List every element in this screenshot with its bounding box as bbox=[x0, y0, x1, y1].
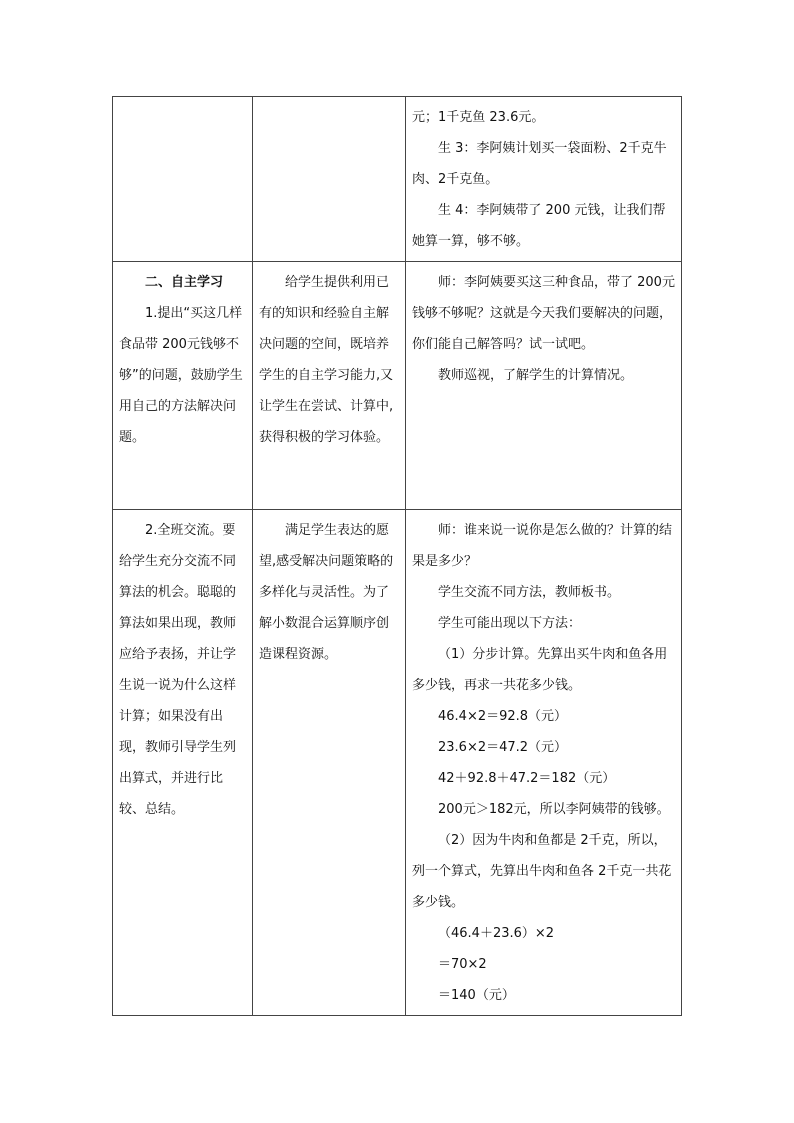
paragraph: 生 3：李阿姨计划买一袋面粉、2千克牛肉、2千克鱼。 bbox=[412, 141, 667, 187]
paragraph: （2）因为牛肉和鱼都是 2千克，所以，列一个算式，先算出牛肉和鱼各 2千克一共花多少钱。 bbox=[412, 833, 672, 910]
formula-line: ＝70×2 bbox=[438, 957, 487, 972]
cell-design-intent bbox=[253, 97, 406, 262]
formula-line: ＝140（元） bbox=[438, 988, 515, 1003]
formula-line: 42＋92.8＋47.2＝182（元） bbox=[438, 771, 616, 786]
formula-line: 23.6×2＝47.2（元） bbox=[438, 740, 568, 755]
paragraph: 师：李阿姨要买这三种食品，带了 200元钱够不够呢？这就是今天我们要解决的问题，你们能自己解答吗？试一试吧。 bbox=[412, 275, 675, 352]
paragraph: 教师巡视，了解学生的计算情况。 bbox=[438, 368, 634, 383]
cell-design-intent bbox=[253, 262, 406, 510]
paragraph: （1）分步计算。先算出买牛肉和鱼各用多少钱，再求一共花多少钱。 bbox=[412, 647, 668, 693]
lesson-plan-table bbox=[112, 96, 682, 1016]
paragraph: 2.全班交流。要给学生充分交流不同算法的机会。聪聪的算法如果出现，教师应给予表扬，并让学生说一说为什么这样计算；如果没有出现，教师引导学生列出算式，并进行比较、总结。 bbox=[119, 523, 237, 817]
paragraph: 学生可能出现以下方法： bbox=[438, 616, 582, 631]
table-row bbox=[113, 97, 682, 262]
formula-line: 46.4×2＝92.8（元） bbox=[438, 709, 568, 724]
cell-teaching-process bbox=[406, 262, 682, 510]
paragraph: 学生交流不同方法，教师板书。 bbox=[438, 585, 621, 600]
paragraph: 师：谁来说一说你是怎么做的？计算的结果是多少？ bbox=[412, 523, 673, 569]
paragraph: 1.提出“买这几样食品带 200元钱够不够”的问题，鼓励学生用自己的方法解决问题。 bbox=[119, 306, 243, 445]
cell-design-intent bbox=[253, 510, 406, 1016]
paragraph: 给学生提供利用已有的知识和经验自主解决问题的空间，既培养学生的自主学习能力,又让学生在尝试、计算中,获得积极的学习体验。 bbox=[259, 275, 394, 445]
paragraph: 生 4：李阿姨带了 200 元钱，让我们帮她算一算，够不够。 bbox=[412, 203, 666, 249]
section-heading: 二、自主学习 bbox=[145, 275, 224, 290]
cell-teaching-process bbox=[406, 510, 682, 1016]
cell-teaching-steps bbox=[113, 262, 253, 510]
paragraph: 元；1千克鱼 23.6元。 bbox=[412, 110, 545, 125]
paragraph: 200元＞182元，所以李阿姨带的钱够。 bbox=[438, 802, 670, 817]
formula-line: （46.4＋23.6）×2 bbox=[438, 926, 555, 941]
cell-teaching-process bbox=[406, 97, 682, 262]
paragraph: 满足学生表达的愿望,感受解决问题策略的多样化与灵活性。为了解小数混合运算顺序创造课程资源。 bbox=[259, 523, 394, 662]
table-row bbox=[113, 510, 682, 1016]
cell-teaching-steps bbox=[113, 510, 253, 1016]
table-row bbox=[113, 262, 682, 510]
cell-teaching-steps bbox=[113, 97, 253, 262]
